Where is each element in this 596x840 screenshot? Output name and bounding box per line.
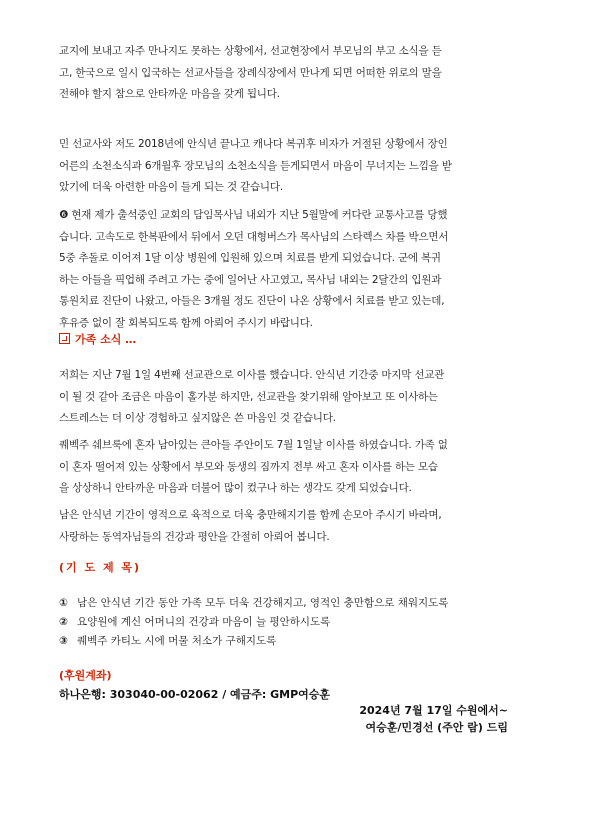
support-account-details: 하나은행: 303040-00-02062 / 예금주: GMP여승훈 — [59, 688, 331, 701]
prayer-text: 남은 안식년 기간 동안 가족 모두 더욱 건강해지고, 영적인 충만함으로 채워지도록 — [77, 597, 449, 609]
prayer-item — [59, 594, 519, 613]
text-line: 사랑하는 동역자님들의 건강과 평안을 간절히 아뢰어 봅니다. — [59, 530, 330, 543]
text-line: 하는 아들을 픽업해 주려고 가는 중에 일어난 사고였고, 목사님 내외는 2달간의 입원과 — [59, 273, 442, 286]
paragraph-missionary-grief — [59, 41, 513, 106]
text-line: 이 될 것 같아 조금은 마음이 홀가분 하지만, 선교관을 찾기위해 알아보고 또 이사하는 — [59, 390, 438, 403]
paragraph-moving — [59, 365, 513, 430]
prayer-requests-list — [59, 594, 519, 651]
text-line: 통원치료 진단이 나왔고, 아들은 3개월 정도 진단이 나온 상황에서 치료를 받고 있는데, — [59, 295, 445, 308]
prayer-requests-heading: (기 도 제 목) — [59, 561, 142, 574]
text-line: 민 선교사와 저도 2018년에 안식년 끝나고 캐나다 복귀후 비자가 거절된 상황에서 장인 — [59, 138, 448, 150]
text-line: 을 상상하니 안타까운 마음과 더불어 많이 컸구나 하는 생각도 갖게 되었습니다. — [59, 482, 412, 495]
family-news-heading — [59, 331, 136, 347]
text-line: 어른의 소천소식과 6개월후 장모님의 소천소식을 듣게되면서 마음이 무너지는 느낌을 받 — [59, 159, 452, 172]
signature-names: 여승훈/민경선 (주안 람) 드림 — [365, 721, 508, 734]
paragraph-pastor-accident — [59, 205, 513, 335]
text-line: 전해야 할지 참으로 안타까운 마음을 갖게 됩니다. — [59, 88, 280, 101]
text-line: 남은 안식년 기간이 영적으로 육적으로 더욱 충만해지기를 함께 손모아 주시기 바라며, — [59, 509, 442, 521]
text-line: 퀘벡주 쉐브룩에 혼자 남아있는 큰아들 주안이도 7월 1일날 이사를 하였습니다. 가족 없 — [59, 439, 448, 451]
prayer-number: ② — [59, 616, 68, 628]
text-line: ❻ 현재 제가 출석중인 교회의 담임목사님 내외가 지난 5월말에 커다란 교통사고를 당했 — [59, 209, 448, 221]
paragraph-son-moving — [59, 435, 513, 500]
support-account-heading: (후원계좌) — [59, 669, 112, 682]
signature-date: 2024년 7월 17일 수원에서~ — [359, 704, 508, 717]
prayer-number: ① — [59, 597, 68, 609]
text-line: 고, 한국으로 일시 입국하는 선교사들을 장례식장에서 만나게 되면 어떠한 위로의 말을 — [59, 66, 442, 79]
text-line: 았기에 더욱 아련한 마음이 들게 되는 것 같습니다. — [59, 181, 283, 194]
text-line: 스트레스는 더 이상 경험하고 싶지않은 쓴 마음인 것 같습니다. — [59, 412, 336, 425]
text-line: 저희는 지난 7월 1일 4번째 선교관으로 이사를 했습니다. 안식년 기간중 마지막 선교관 — [59, 369, 445, 381]
text-line: 교지에 보내고 자주 만나지도 못하는 상황에서, 선교현장에서 부모님의 부고 소식을 듣 — [59, 45, 442, 57]
prayer-item — [59, 632, 519, 651]
prayer-text: 요양원에 계신 어머니의 건강과 마음이 늘 평안하시도록 — [77, 616, 331, 628]
paragraph-closing-request — [59, 505, 513, 548]
checkbox-bullet-icon — [59, 333, 70, 344]
text-line: 습니다. 고속도로 한복판에서 뒤에서 오던 대형버스가 목사님의 스타렉스 차를 박으면서 — [59, 230, 449, 243]
text-line: 후유증 없이 잘 회복되도록 함께 아뢰어 주시기 바랍니다. — [59, 316, 313, 329]
text-line: 5중 추돌로 이어져 1달 이상 병원에 입원해 있으며 치료를 받게 되었습니다. 군에 복귀 — [59, 252, 441, 265]
paragraph-in-laws-passing — [59, 134, 513, 199]
prayer-item — [59, 613, 519, 632]
prayer-number: ③ — [59, 635, 68, 647]
family-news-heading-text: 가족 소식 … — [75, 333, 137, 346]
text-line: 이 혼자 떨어져 있는 상황에서 부모와 동생의 짐까지 전부 싸고 혼자 이사를 하는 모습 — [59, 460, 438, 473]
prayer-text: 퀘벡주 카티노 시에 머물 처소가 구해지도록 — [77, 635, 277, 647]
